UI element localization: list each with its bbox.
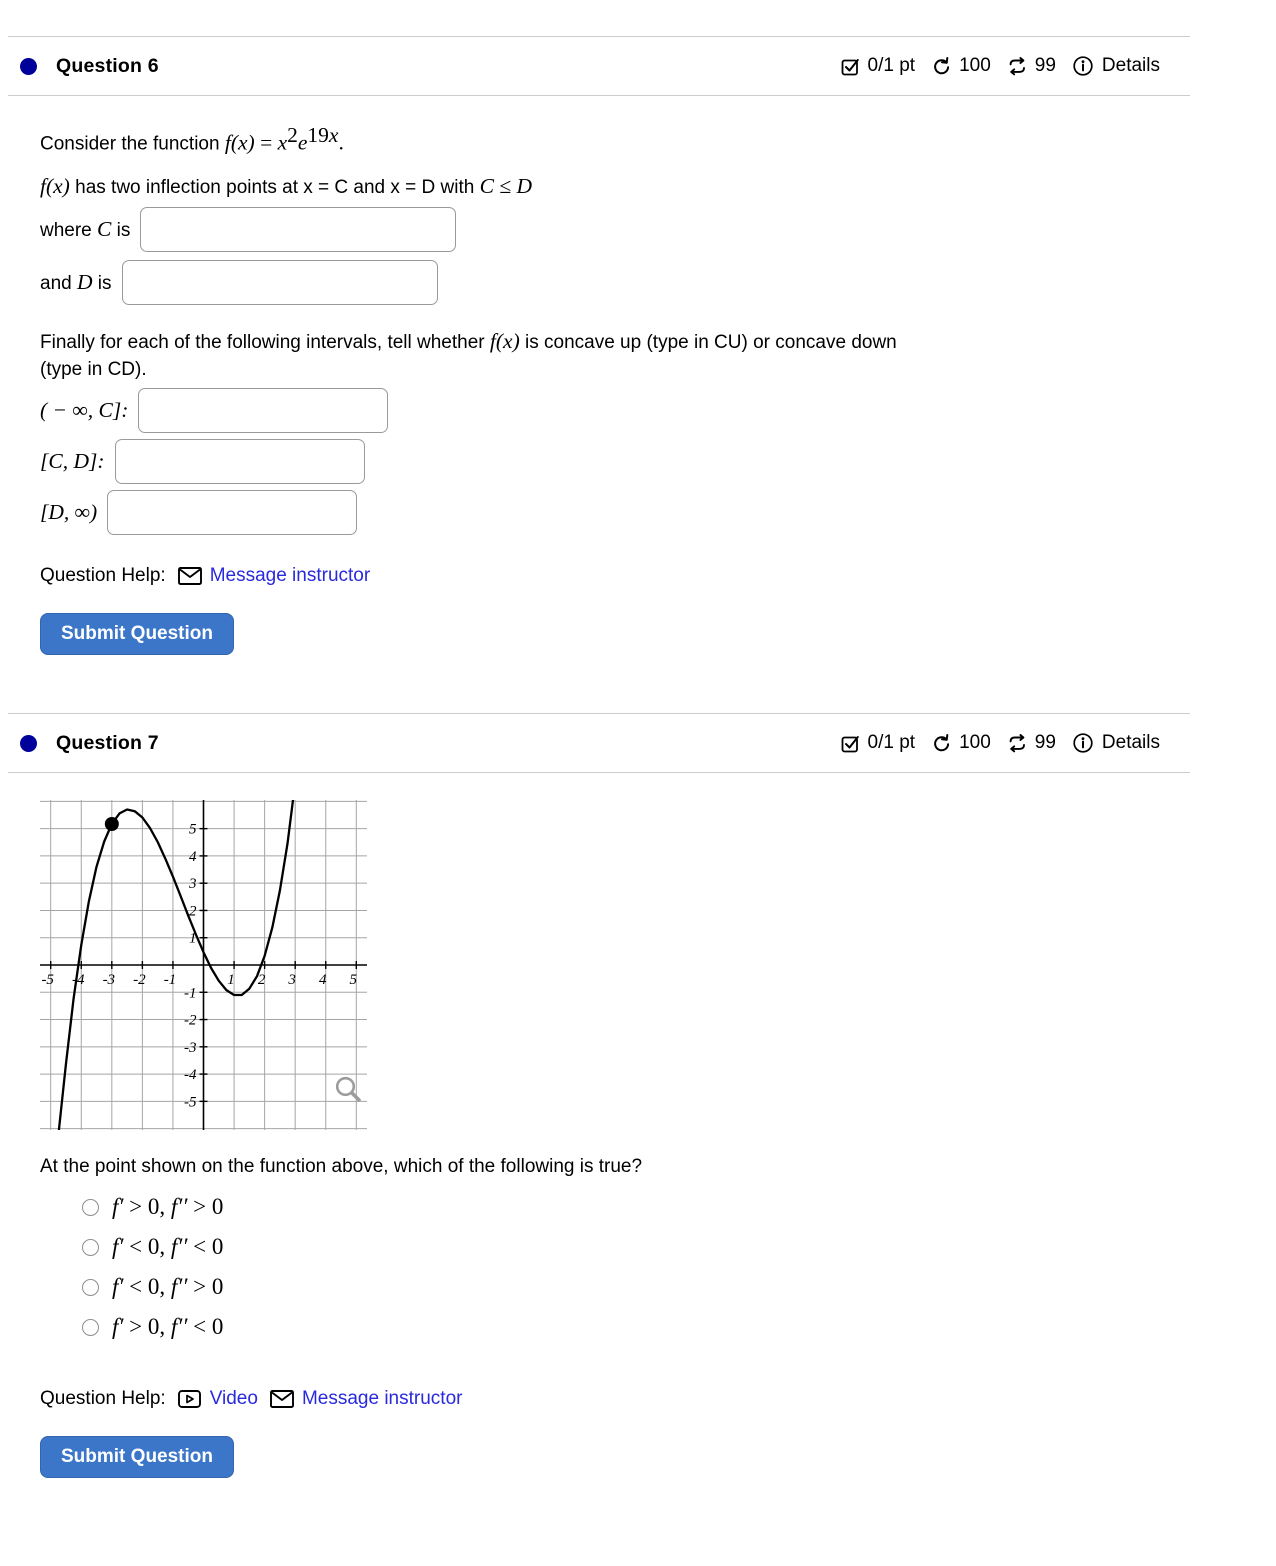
q6-e-base: e [297,130,308,155]
q6-concavity-instructions: Finally for each of the following intervals, tell whether f(x) is concave up (type in CU) or concave down (type in CD). [40,329,897,381]
question7-title: Question 7 [56,731,159,754]
svg-text:5: 5 [189,821,197,838]
svg-text:-1: -1 [163,972,177,989]
q6-equals: = [254,130,278,155]
q6-intro-period: . [338,130,344,155]
question6-body [0,123,1276,713]
graph-zoom-icon[interactable] [334,1075,363,1110]
divider [8,772,1190,773]
q6-interval3-label: [D, ∞) [40,500,98,525]
retry-icon [931,56,952,77]
svg-text:3: 3 [288,972,296,989]
video-icon[interactable] [178,1389,202,1409]
svg-text:1: 1 [189,931,197,948]
details-label[interactable]: Details [1101,732,1160,754]
svg-text:-4: -4 [184,1067,197,1084]
envelope-icon[interactable] [270,1390,294,1408]
svg-text:-3: -3 [184,1040,197,1057]
svg-text:3: 3 [189,876,197,893]
q7-video-label[interactable]: Video [209,1388,258,1410]
svg-text:-2: -2 [184,1012,197,1029]
q6-inflection-line [40,174,1276,199]
q7-option-1[interactable] [82,1194,1276,1220]
svg-text:-3: -3 [102,972,116,989]
q7-graph-svg [40,800,367,1130]
scored-checkbox-icon [840,733,861,754]
attempts-remaining-text: 100 [959,55,991,76]
answer-interval3-input[interactable] [107,490,357,535]
scored-checkbox-icon [840,56,861,77]
q7-message-instructor-label[interactable]: Message instructor [301,1388,463,1410]
q7-prompt: At the point shown on the function above, which of the following is true? [40,1156,643,1178]
retry-icon [931,733,952,754]
q7-option-3[interactable] [82,1274,1276,1300]
question6-status-bar [840,55,1160,77]
svg-text:-5: -5 [41,972,54,989]
score-text: 0/1 pt [867,55,916,76]
divider [8,95,1190,96]
question6-title: Question 6 [56,54,159,77]
score-group [840,55,916,77]
q6-help-label: Question Help: [40,565,166,587]
q7-option-2-radio[interactable] [82,1239,99,1256]
answer-C-input[interactable] [140,207,456,252]
q6-var-D: D [516,174,533,199]
info-icon[interactable] [1072,732,1094,754]
q7-option-1-label: f′ > 0, f′′ > 0 [112,1194,224,1220]
q6-fx-math: f(x) [40,174,70,199]
svg-text:4: 4 [189,849,197,866]
info-icon[interactable] [1072,55,1094,77]
q7-submit-question-button[interactable]: Submit Question [40,1436,234,1478]
similar-remaining-text: 99 [1034,732,1056,754]
svg-text:-2: -2 [133,972,146,989]
q6-x-power: 2 [287,123,298,147]
answer-interval1-input[interactable] [138,388,388,433]
q6-e-power-var: x [328,123,339,147]
similar-group [1007,55,1056,77]
attempts-group [931,55,991,77]
q7-option-4-label: f′ > 0, f′′ < 0 [112,1314,224,1340]
q6-var-C: C [479,174,494,199]
svg-text:-4: -4 [72,972,85,989]
regenerate-icon [1007,733,1028,754]
question6-details-link[interactable] [1072,55,1160,77]
q7-option-3-radio[interactable] [82,1279,99,1296]
q7-help-row [40,1388,1276,1410]
q6-interval2-row [40,439,1276,484]
similar-group [1007,732,1056,754]
q7-option-2[interactable] [82,1234,1276,1260]
score-text: 0/1 pt [867,732,916,754]
q6-message-instructor-label[interactable]: Message instructor [209,565,371,587]
q6-e-power-num: 19 [307,123,329,147]
question6-header [0,37,1276,95]
svg-text:2: 2 [189,903,197,920]
details-label[interactable]: Details [1101,55,1160,76]
question7-header [0,714,1276,772]
svg-text:4: 4 [318,972,327,989]
svg-text:-1: -1 [184,985,197,1002]
attempts-remaining-text: 100 [959,732,991,754]
attempts-group [931,732,991,754]
svg-text:1: 1 [227,972,235,989]
answer-D-input[interactable] [122,260,438,305]
q6-and-d-row [40,260,1276,305]
q6-intro-line [40,123,1276,155]
q6-where-c-label: where C is [40,217,131,242]
q6-and-d-label: and D is [40,270,112,295]
q7-video-link[interactable] [178,1388,258,1410]
svg-text:2: 2 [257,972,266,989]
q7-option-3-label: f′ < 0, f′′ > 0 [112,1274,224,1300]
q6-x-base: x [277,130,288,155]
answer-interval2-input[interactable] [115,439,365,484]
q6-message-instructor-link[interactable] [178,565,371,587]
question6-indicator-dot [20,58,37,75]
q7-options [40,1194,1276,1340]
q6-where-c-row [40,207,1276,252]
q6-intro-text: Consider the function [40,133,225,155]
regenerate-icon [1007,56,1028,77]
q7-help-label: Question Help: [40,1388,166,1410]
score-group [840,732,916,754]
q6-inflection-text: has two inflection points at x = C and x = D with [69,177,480,199]
q6-interval2-label: [C, D]: [40,449,105,474]
q6-leq: ≤ [493,174,517,199]
q7-option-1-radio[interactable] [82,1199,99,1216]
question7-details-link[interactable] [1072,732,1160,754]
q6-help-row [40,565,1276,587]
q6-submit-question-button[interactable]: Submit Question [40,613,234,655]
envelope-icon[interactable] [178,567,202,585]
q7-option-4[interactable] [82,1314,1276,1340]
q7-option-4-radio[interactable] [82,1319,99,1336]
similar-remaining-text: 99 [1034,55,1056,76]
q6-interval3-row [40,490,1276,535]
question7-indicator-dot [20,735,37,752]
question7-body [0,800,1276,1514]
top-spacer [0,0,1276,36]
question7-status-bar [840,732,1160,754]
q7-option-2-label: f′ < 0, f′′ < 0 [112,1234,224,1260]
q6-interval1-row [40,388,1276,433]
function-graph [40,800,367,1130]
q6-fx-math: f(x) [224,130,255,155]
svg-text:5: 5 [349,972,358,989]
q7-message-instructor-link[interactable] [270,1388,463,1410]
q6-interval1-label: ( − ∞, C]: [40,398,129,423]
svg-text:-5: -5 [184,1094,197,1111]
